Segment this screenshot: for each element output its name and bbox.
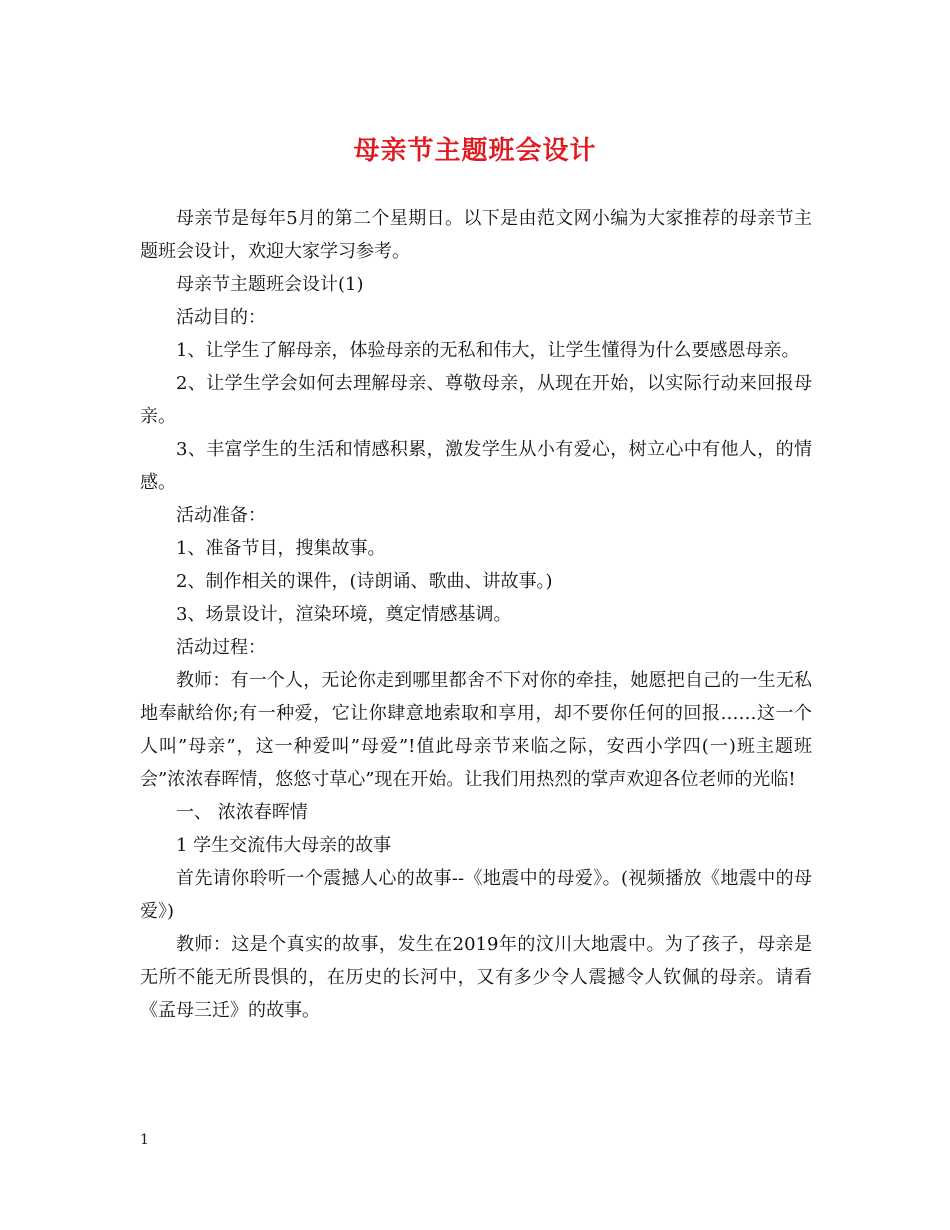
paragraph: 教师：这是个真实的故事，发生在2019年的汶川大地震中。为了孩子，母亲是无所不能无所畏惧的，在历史的长河中，又有多少令人震撼令人钦佩的母亲。请看《孟母三迁》的故事。	[140, 934, 812, 1021]
paragraph: 教师：有一个人，无论你走到哪里都舍不下对你的牵挂，她愿把自己的一生无私地奉献给你;有一种爱，它让你肆意地索取和享用，却不要你任何的回报……这一个人叫”母亲”，这一种爱叫”母爱”!值此母亲节来临之际，安西小学四(一)班主题班会”浓浓春晖情，悠悠寸草心”现在开始。让我们用热烈的掌声欢迎各位老师的光临!	[140, 670, 812, 790]
paragraph: 母亲节主题班会设计(1)	[176, 274, 364, 295]
paragraph: 活动准备：	[176, 505, 266, 526]
paragraph: 3、场景设计，渲染环境，奠定情感基调。	[176, 604, 512, 625]
paragraph: 3、丰富学生的生活和情感积累，激发学生从小有爱心，树立心中有他人，的情感。	[140, 439, 812, 493]
paragraph: 一、 浓浓春晖情	[176, 802, 308, 823]
paragraph: 首先请你聆听一个震撼人心的故事--《地震中的母爱》。(视频播放《地震中的母爱》)	[140, 868, 812, 922]
document-title: 母亲节主题班会设计	[353, 136, 597, 166]
document-body	[140, 202, 812, 1027]
paragraph: 2、制作相关的课件，(诗朗诵、歌曲、讲故事。)	[176, 571, 553, 592]
page-number: 1	[140, 1132, 149, 1148]
paragraph: 活动过程：	[176, 637, 266, 658]
paragraph: 1、准备节目，搜集故事。	[176, 538, 386, 559]
paragraph: 1 学生交流伟大母亲的故事	[176, 835, 392, 856]
paragraph: 母亲节是每年5月的第二个星期日。以下是由范文网小编为大家推荐的母亲节主题班会设计，欢迎大家学习参考。	[140, 208, 812, 262]
paragraph: 1、让学生了解母亲，体验母亲的无私和伟大，让学生懂得为什么要感恩母亲。	[176, 340, 800, 361]
paragraph: 2、让学生学会如何去理解母亲、尊敬母亲，从现在开始，以实际行动来回报母亲。	[140, 373, 812, 427]
paragraph: 活动目的：	[176, 307, 266, 328]
